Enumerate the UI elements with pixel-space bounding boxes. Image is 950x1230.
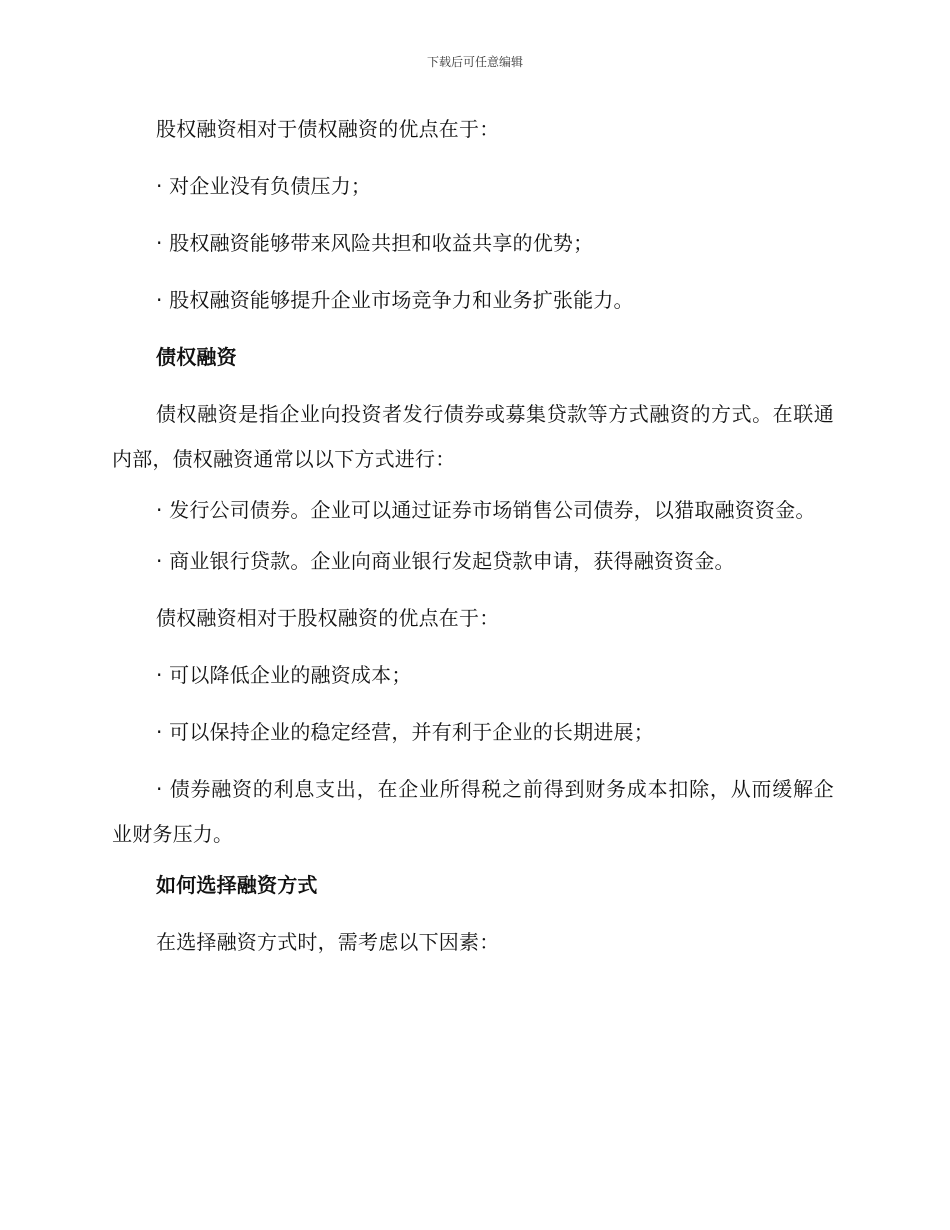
bullet-item: · 对企业没有负债压力； <box>156 174 372 198</box>
bullet-item: · 商业银行贷款。企业向商业银行发起贷款申请，获得融资资金。 <box>156 549 735 573</box>
section-heading: 债权融资 <box>156 345 237 369</box>
bullet-item: · 可以保持企业的稳定经营，并有利于企业的长期进展； <box>156 720 654 744</box>
paragraph: 在选择融资方式时，需考虑以下因素： <box>156 930 500 954</box>
paragraph: 债权融资相对于股权融资的优点在于： <box>156 606 500 630</box>
paragraph: 股权融资相对于债权融资的优点在于： <box>156 117 500 141</box>
paragraph: 债权融资是指企业向投资者发行债券或募集贷款等方式融资的方式。在联通内部，债权融资通常以以下方式进行： <box>112 402 834 471</box>
section-heading: 如何选择融资方式 <box>156 873 318 897</box>
page-header: 下载后可任意编辑 <box>426 55 523 69</box>
bullet-item: · 可以降低企业的融资成本； <box>156 663 412 687</box>
bullet-item: · 股权融资能够带来风险共担和收益共享的优势； <box>156 231 594 255</box>
document-body <box>112 113 834 983</box>
bullet-item: · 债券融资的利息支出，在企业所得税之前得到财务成本扣除，从而缓解企业财务压力。 <box>112 777 834 846</box>
bullet-item: · 股权融资能够提升企业市场竞争力和业务扩张能力。 <box>156 288 634 312</box>
bullet-item: · 发行公司债券。企业可以通过证券市场销售公司债券，以猎取融资资金。 <box>156 498 816 522</box>
